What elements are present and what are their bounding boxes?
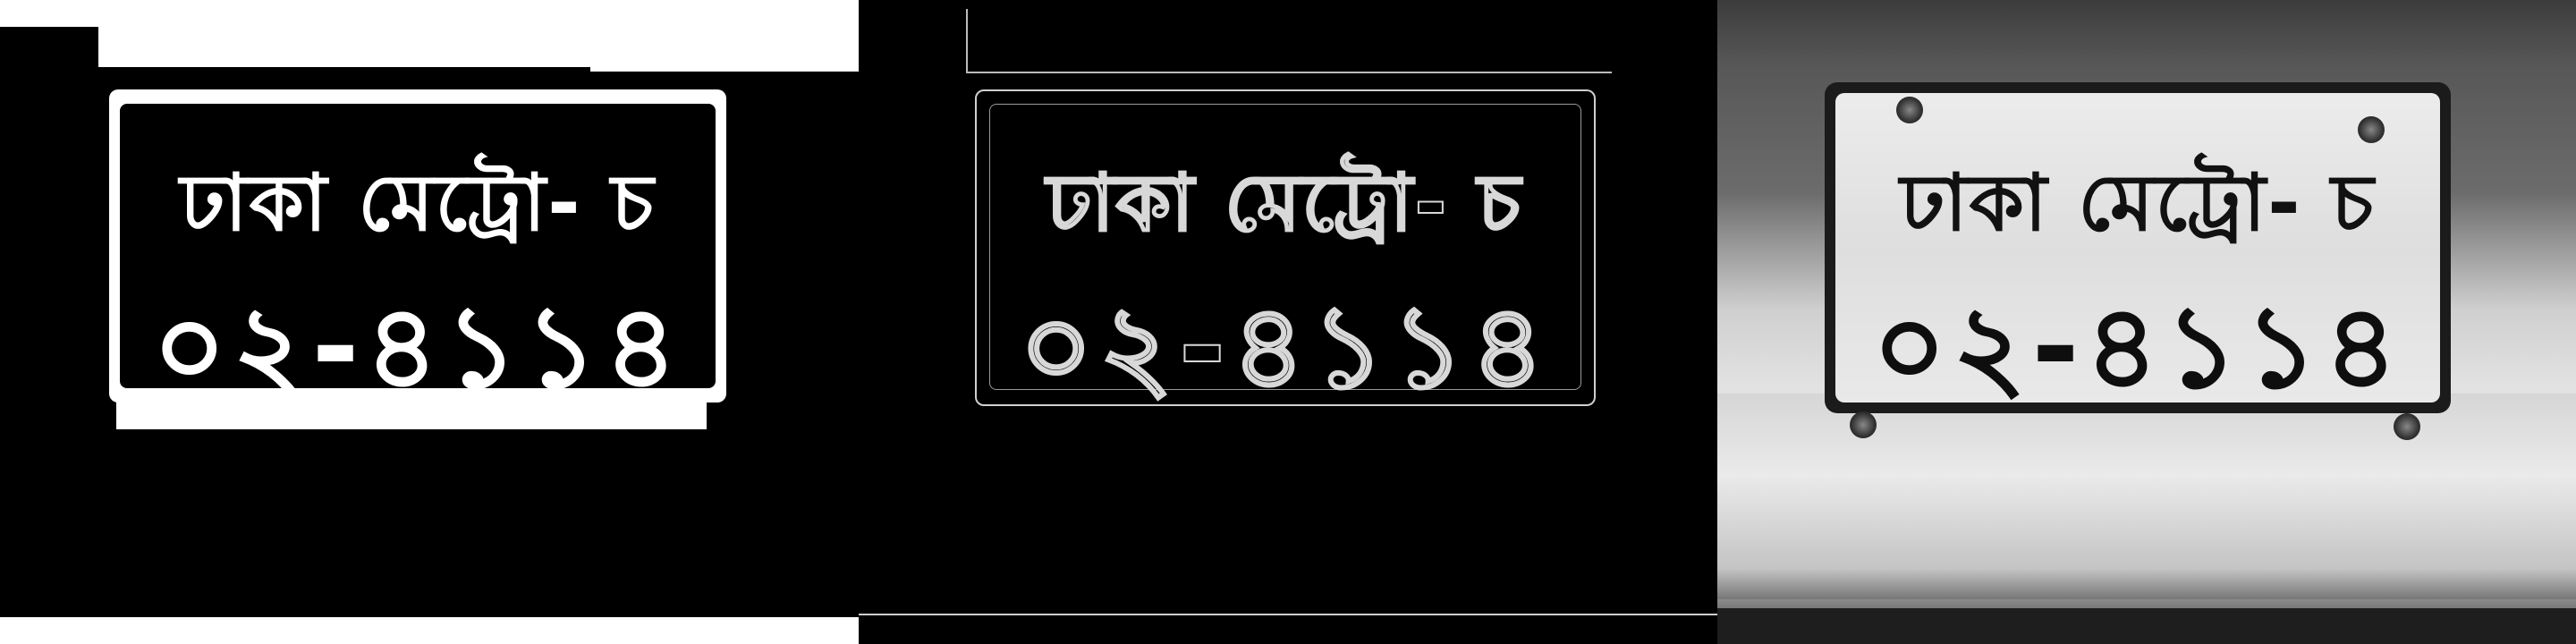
edge-bottom-line (859, 614, 1717, 615)
shadow-band (1717, 608, 2576, 644)
plate-number-text: ০২-৪১১৪ (152, 281, 683, 414)
edge-top-contour (966, 9, 1612, 73)
plate-city-text: ঢাকা মেট্রো- চ (1046, 157, 1522, 249)
plate-city-text: ঢাকা মেট্রো- চ (1900, 157, 2376, 249)
grayscale-panel (1717, 0, 2576, 644)
binarized-panel (0, 0, 859, 644)
binary-top-artifact-left (0, 0, 98, 27)
plate-city-text: ঢাকা মেট্রো- চ (180, 157, 656, 249)
screw-icon (2358, 116, 2385, 143)
plate-number-text: ০২-৪১১৪ (1872, 281, 2403, 414)
binary-bottom-band (0, 617, 859, 644)
plate-number-text: ০২-৪১১৪ (1019, 281, 1550, 414)
screw-icon (1896, 97, 1923, 123)
edge-panel (859, 0, 1717, 644)
binary-top-artifact-right (590, 0, 859, 72)
